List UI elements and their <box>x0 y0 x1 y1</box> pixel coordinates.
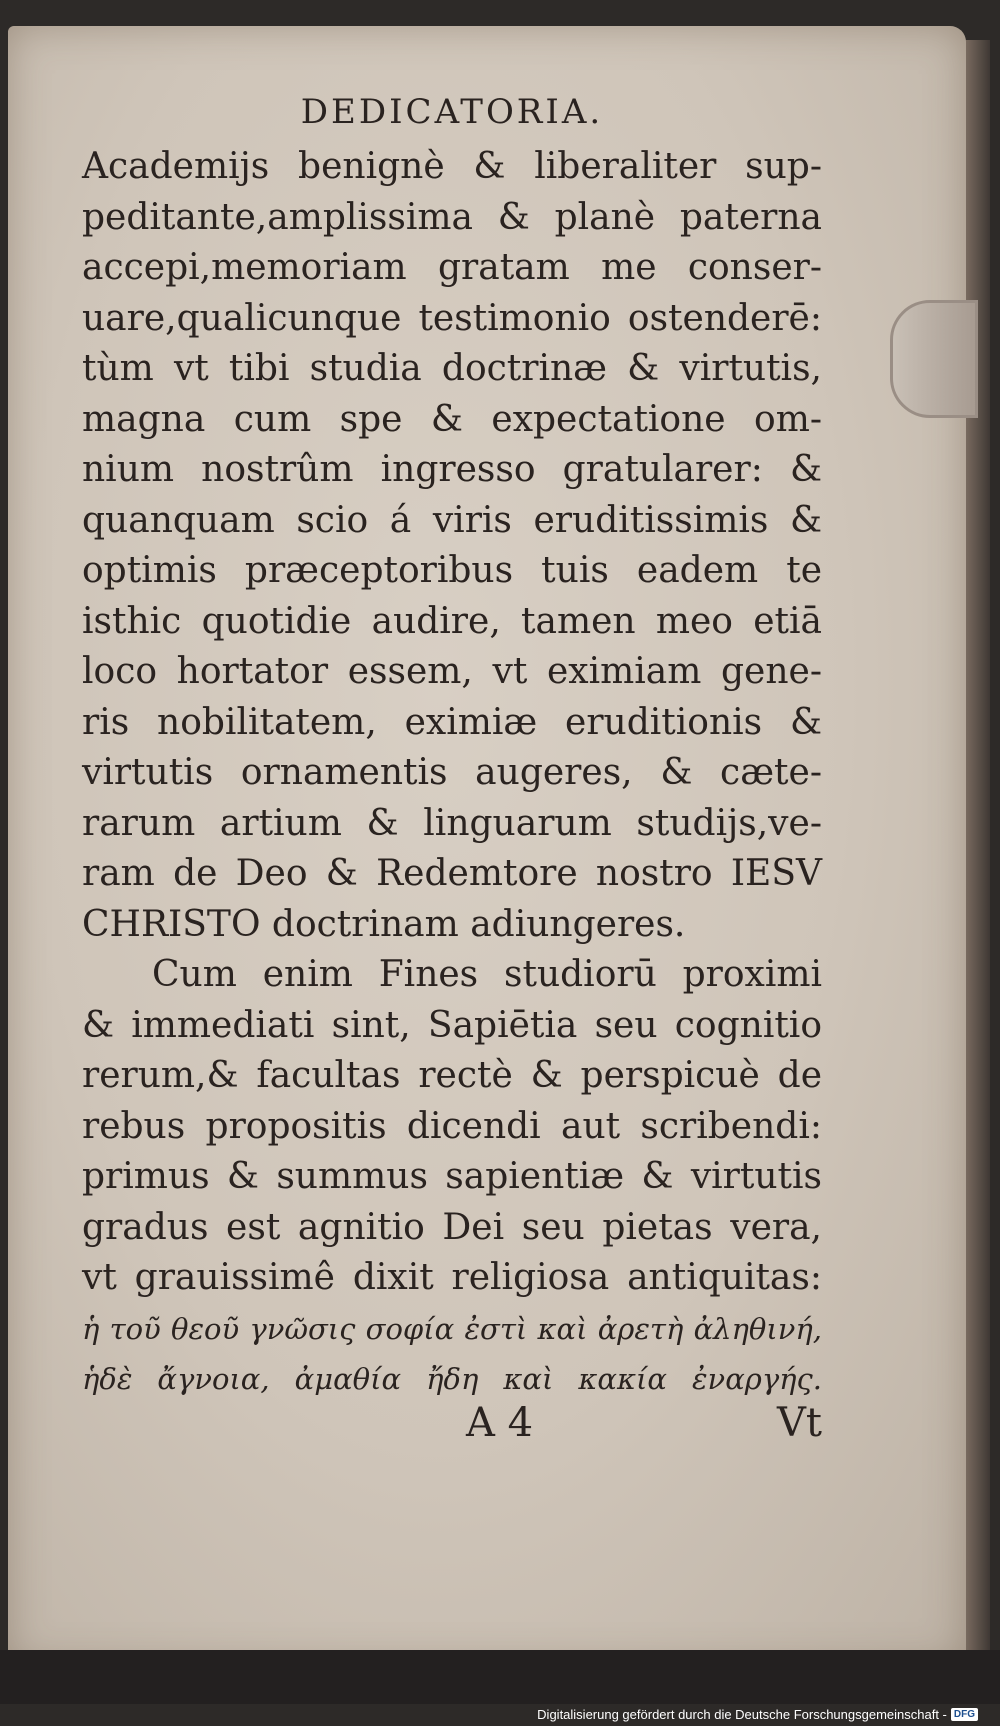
text-line: ram de Deo & Redemtore nostro IESV <box>82 853 822 894</box>
text-line: Cum enim Fines studiorū proximi <box>152 954 822 995</box>
text-line: uare,qualicunque testimonio ostenderē: <box>82 297 822 339</box>
text-line: Academijs benignè & liberaliter sup- <box>82 146 822 187</box>
book-clasp <box>890 300 978 418</box>
catchword: Vt <box>777 1400 822 1446</box>
running-head: DEDICATORIA. <box>300 92 604 132</box>
page-edge <box>964 40 990 1660</box>
text-line: vt grauissimê dixit religiosa antiquitas: <box>82 1257 822 1298</box>
text-line: gradus est agnitio Dei seu pietas vera, <box>82 1206 822 1248</box>
dfg-logo: DFG <box>951 1708 978 1721</box>
text-line: & immediati sint, Sapiētia seu cognitio <box>82 1004 822 1046</box>
text-line: CHRISTO doctrinam adiungeres. <box>82 903 686 945</box>
text-line: ris nobilitatem, eximiæ eruditionis & <box>82 701 822 743</box>
greek-line: ἡδὲ ἄγνοια, ἀμαθία ἤδη καὶ κακία ἐναργής. <box>82 1361 822 1396</box>
text-line: optimis præceptoribus tuis eadem te <box>82 550 822 591</box>
signature-mark: A 4 <box>466 1400 534 1446</box>
text-line: rerum,& facultas rectè & perspicuè de <box>82 1055 822 1096</box>
text-line: virtutis ornamentis augeres, & cæte- <box>82 752 822 793</box>
text-block <box>82 90 822 1446</box>
text-line: accepi,memoriam gratam me conser- <box>82 247 822 288</box>
text-line: isthic quotidie audire, tamen meo etiā <box>82 600 822 642</box>
page-footer <box>82 1400 822 1450</box>
text-line: rebus propositis dicendi aut scribendi: <box>82 1105 822 1147</box>
credit-text: Digitalisierung gefördert durch die Deutsche Forschungsgemeinschaft - <box>537 1707 947 1722</box>
text-line: quanquam scio á viris eruditissimis & <box>82 499 822 541</box>
text-line: loco hortator essem, vt eximiam gene- <box>82 651 822 692</box>
digitization-credit <box>537 1707 978 1722</box>
greek-line: ἡ τοῦ θεοῦ γνῶσις σοφία ἐστὶ καὶ ἀρετὴ ἀληθινή, <box>82 1311 822 1346</box>
text-line: rarum artium & linguarum studijs,ve- <box>82 802 822 844</box>
text-line: tùm vt tibi studia doctrinæ & virtutis, <box>82 348 822 389</box>
text-line: magna cum spe & expectatione om- <box>82 398 822 440</box>
bottom-shadow <box>0 1650 1000 1704</box>
text-line: peditante,amplissima & planè paterna <box>82 196 822 238</box>
text-line: primus & summus sapientiæ & virtutis <box>82 1156 822 1197</box>
text-line: nium nostrûm ingresso gratularer: & <box>82 449 822 490</box>
